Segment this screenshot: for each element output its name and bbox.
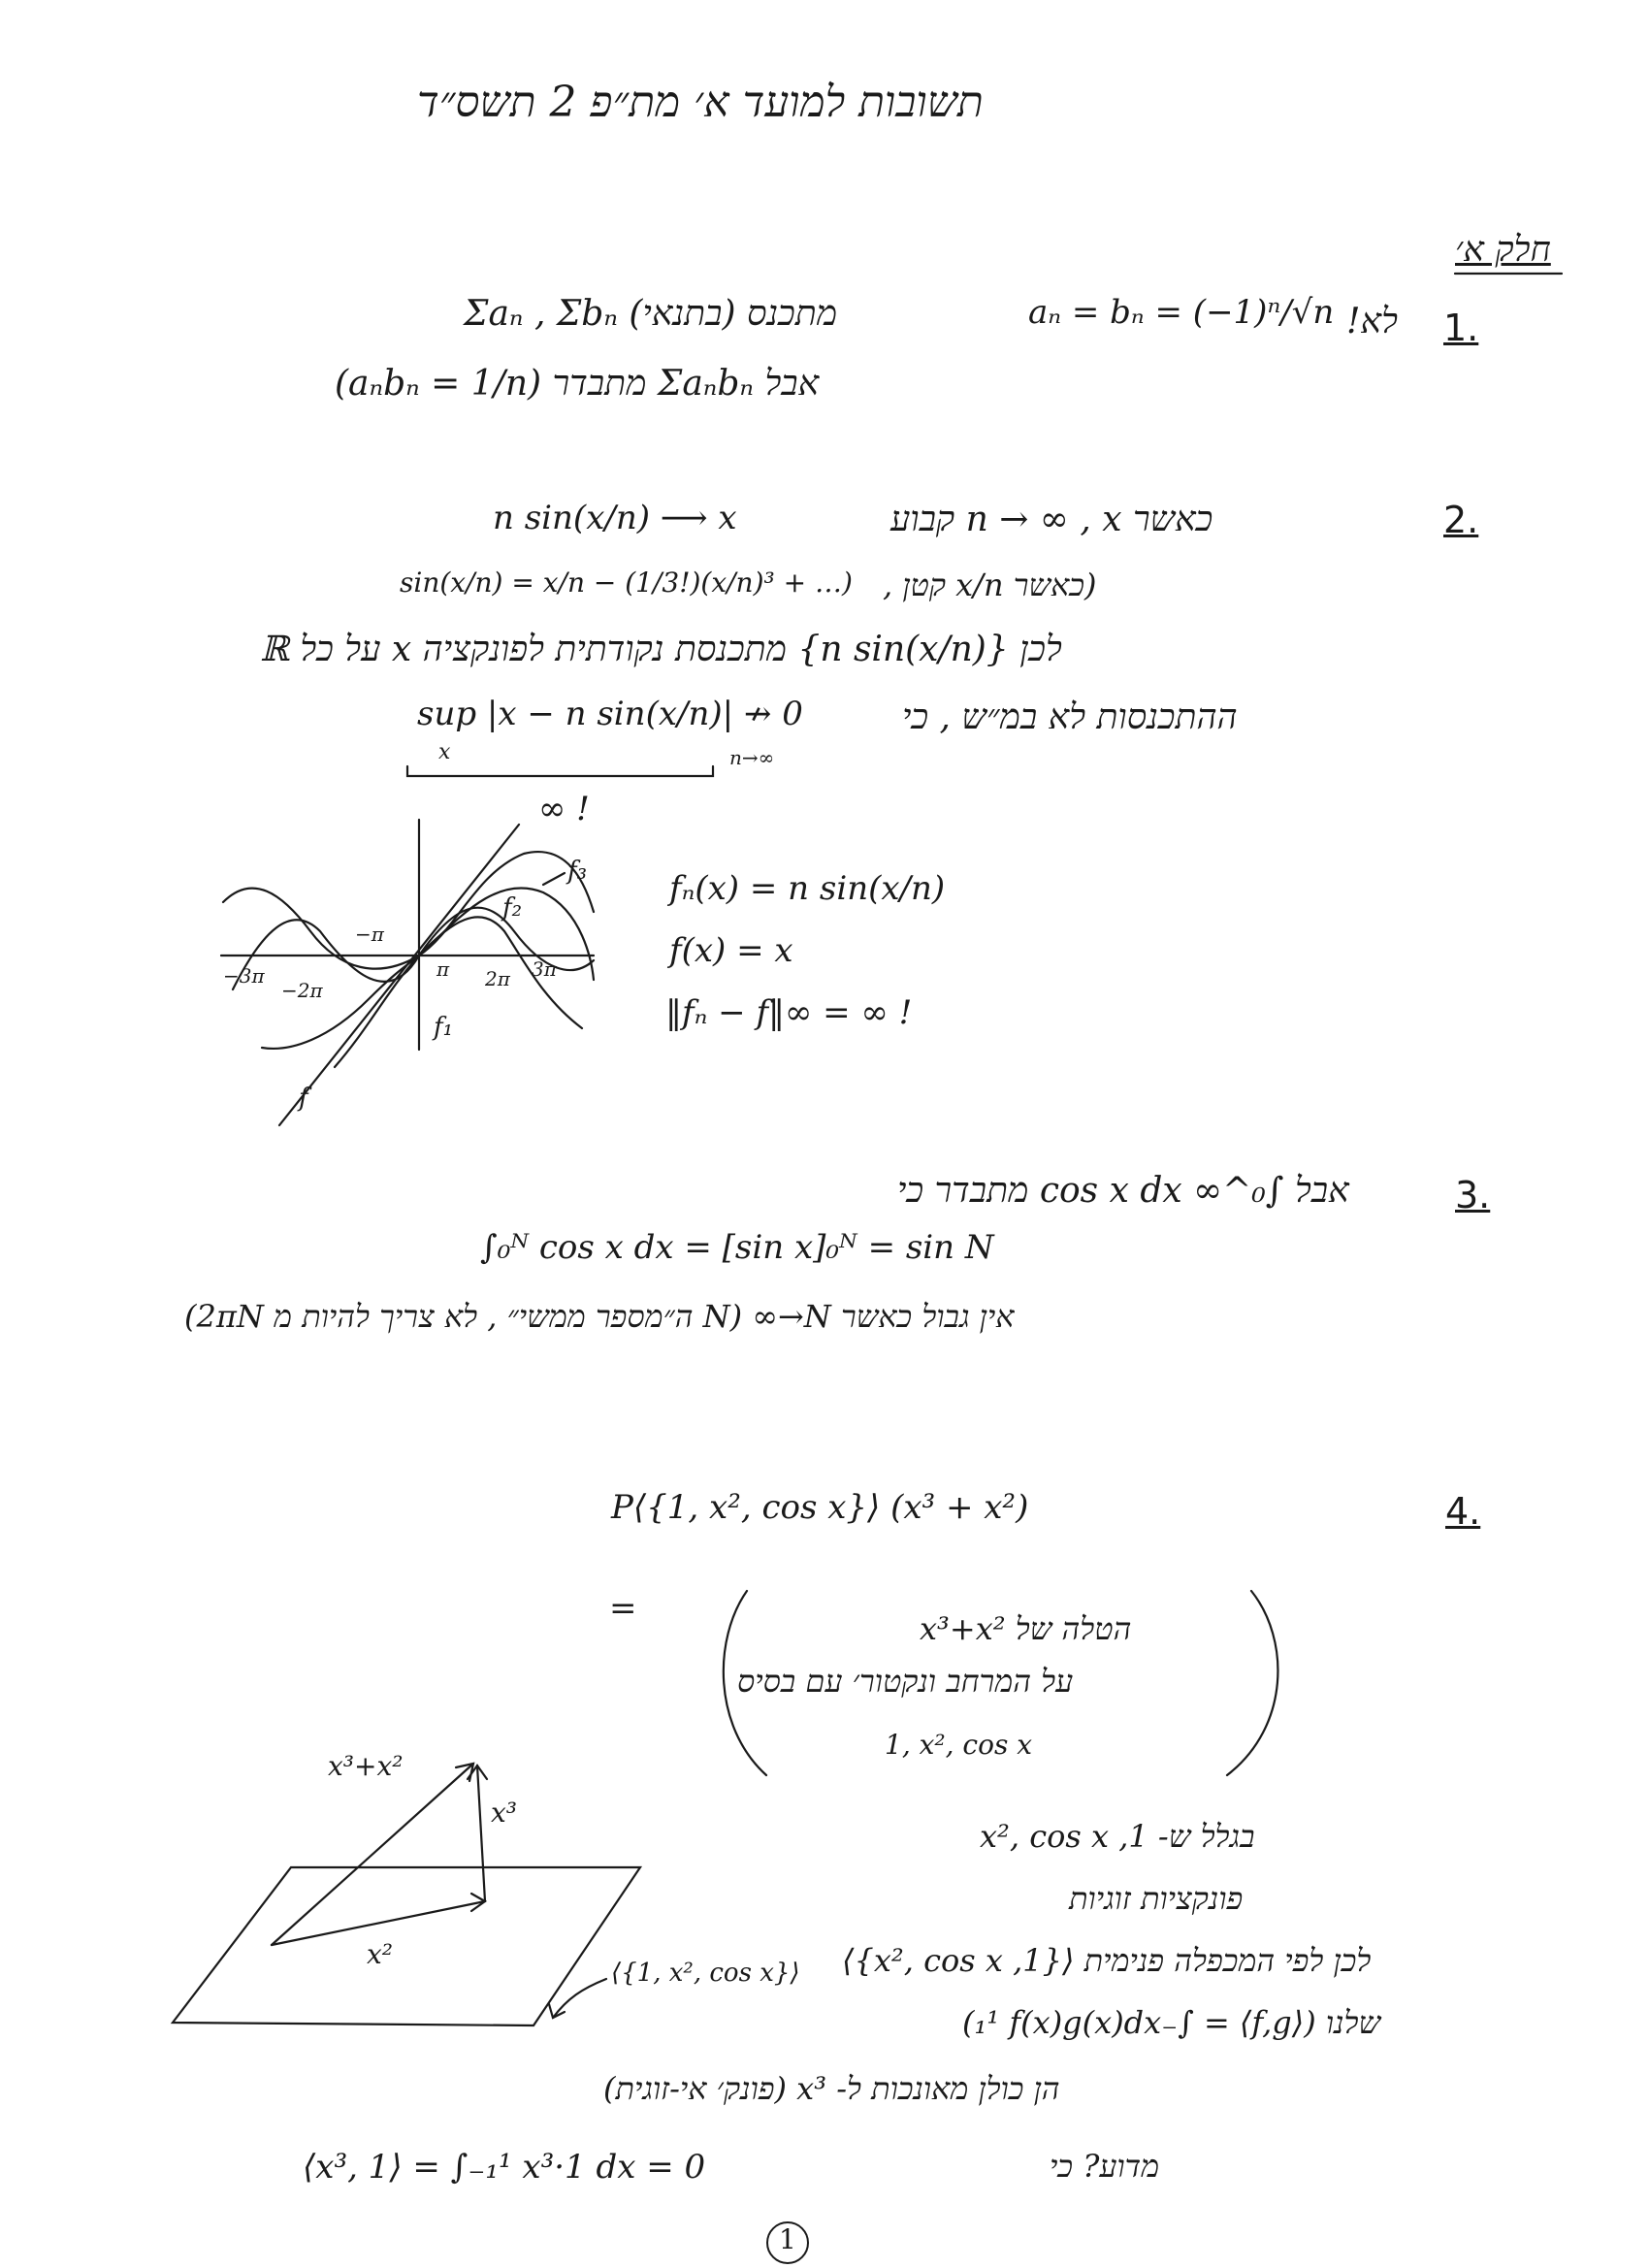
f3-leader bbox=[543, 873, 565, 885]
graph-label-neg-pi: −π bbox=[355, 923, 384, 946]
graph-line-f bbox=[279, 825, 519, 1125]
q4-equals: = bbox=[609, 1589, 637, 1628]
q4-reason-1: בגלל ש- 1, x², cos x bbox=[980, 1818, 1255, 1855]
graph-label-neg-2pi: −2π bbox=[281, 979, 323, 1002]
q4-reason-4: שלנו (⟨f,g⟩ = ∫₋₁¹ f(x)g(x)dx) bbox=[962, 2004, 1381, 2041]
q1-number: 1. bbox=[1443, 307, 1479, 349]
q2-line2-math: sin(x/n) = x/n − (1/3!)(x/n)³ + …) bbox=[400, 567, 853, 599]
right-parenthesis bbox=[1227, 1591, 1277, 1775]
q1-answer: לא! bbox=[1346, 302, 1398, 341]
q2-line3: לכן {n sin(x/n)} מתכנסת נקודתית לפונקציה x על כל ℝ bbox=[260, 630, 1062, 669]
q4-paren-line1: הטלה של x³+x² bbox=[920, 1610, 1132, 1647]
graph-curve-wave bbox=[223, 852, 594, 969]
graph-label-pi: π bbox=[436, 957, 450, 981]
vector-x3 bbox=[477, 1766, 485, 1901]
q2-brace-note: ∞ ! bbox=[538, 790, 590, 828]
q3-line1: אבל ∫₀^∞ cos x dx מתבדר כי bbox=[897, 1171, 1349, 1211]
graph-label-f3: f₃ bbox=[567, 857, 588, 886]
q1-definition: aₙ = bₙ = (−1)ⁿ/√n bbox=[1028, 293, 1335, 332]
page-number: 1 bbox=[779, 2223, 796, 2255]
graph-label-3pi: 3π bbox=[532, 957, 557, 981]
q2-line4: ההתכנסות לא במ״ש , כי bbox=[902, 697, 1238, 737]
graph-label-neg-3pi: −3π bbox=[223, 964, 265, 988]
vector-sum-label: x³+x² bbox=[328, 1750, 404, 1782]
vector-x3-label: x³ bbox=[491, 1797, 518, 1829]
plane-label: ⟨{1, x², cos x}⟩ bbox=[611, 1959, 800, 1988]
q4-paren-line3: 1, x², cos x bbox=[885, 1729, 1033, 1761]
q2-line1: כאשר n → ∞ , x קבוע bbox=[890, 500, 1213, 539]
q2-fn-definition: fₙ(x) = n sin(x/n) bbox=[669, 869, 946, 908]
q4-reason-6: מדוע? כי bbox=[1050, 2148, 1160, 2185]
q1-converge: Σaₙ , Σbₙ מתכנס (בתנאי) bbox=[464, 294, 838, 334]
q4-projection: P⟨{1, x², cos x}⟩ (x³ + x²) bbox=[611, 1488, 1029, 1527]
subspace-plane bbox=[173, 1867, 640, 2025]
left-parenthesis bbox=[724, 1591, 766, 1775]
graph-curve-f1 bbox=[335, 917, 582, 1067]
q2-f-definition: f(x) = x bbox=[669, 931, 793, 970]
graph-curve-f3 bbox=[262, 888, 594, 1049]
page-title: תשובות למועד א׳ מת״פ 2 תשס״ד bbox=[417, 78, 984, 127]
section-title: חלק א׳ bbox=[1455, 230, 1551, 270]
q3-line2-math: ∫₀ᴺ cos x dx = [sin x]₀ᴺ = sin N bbox=[480, 1228, 994, 1267]
q4-reason-2: פונקציות זוגיות bbox=[1069, 1880, 1244, 1917]
vector-sum bbox=[272, 1764, 473, 1945]
q4-number: 4. bbox=[1445, 1490, 1481, 1533]
sup-brace bbox=[407, 766, 713, 776]
graph-curve-f2 bbox=[233, 908, 594, 989]
graph-label-f2: f₂ bbox=[502, 893, 523, 923]
q3-number: 3. bbox=[1455, 1174, 1491, 1216]
q2-lim-subscript: n→∞ bbox=[729, 746, 775, 769]
graph-label-2pi: 2π bbox=[485, 967, 510, 990]
q2-number: 2. bbox=[1443, 499, 1479, 541]
graph-label-f: f bbox=[299, 1084, 308, 1113]
q4-paren-line2: על המרחב ונקטור׳ עם בסיס bbox=[737, 1663, 1074, 1700]
q1-but-diverges: אבל Σaₙbₙ מתבדר (aₙbₙ = 1/n) bbox=[335, 364, 820, 404]
q2-line1-math: n sin(x/n) ⟶ x bbox=[493, 499, 737, 537]
q2-sup-expression: sup |x − n sin(x/n)| ↛ 0 bbox=[417, 695, 803, 733]
graph-label-f1: f₁ bbox=[434, 1013, 454, 1042]
q4-reason-5: הן כולן מאונכות ל- x³ (פונק׳ אי-זוגית) bbox=[603, 2070, 1060, 2107]
q4-reason-3: לכן לפי המכפלה פנימית ⟨{1, x², cos x}⟩ bbox=[842, 1942, 1372, 1979]
q2-line2: (כאשר x/n קטן , bbox=[883, 567, 1097, 603]
vector-x2 bbox=[272, 1901, 485, 1945]
q3-line3: אין גבול כאשר N→∞ (N ה״מספר ממשי״ , לא צריך להיות מ 2πN) bbox=[184, 1298, 1015, 1335]
q4-inner-product: ⟨x³, 1⟩ = ∫₋₁¹ x³·1 dx = 0 bbox=[303, 2148, 706, 2187]
q2-norm: ‖fₙ − f‖∞ = ∞ ! bbox=[665, 993, 913, 1032]
q2-sup-subscript: x bbox=[438, 740, 451, 764]
vector-x2-label: x² bbox=[367, 1938, 394, 1970]
